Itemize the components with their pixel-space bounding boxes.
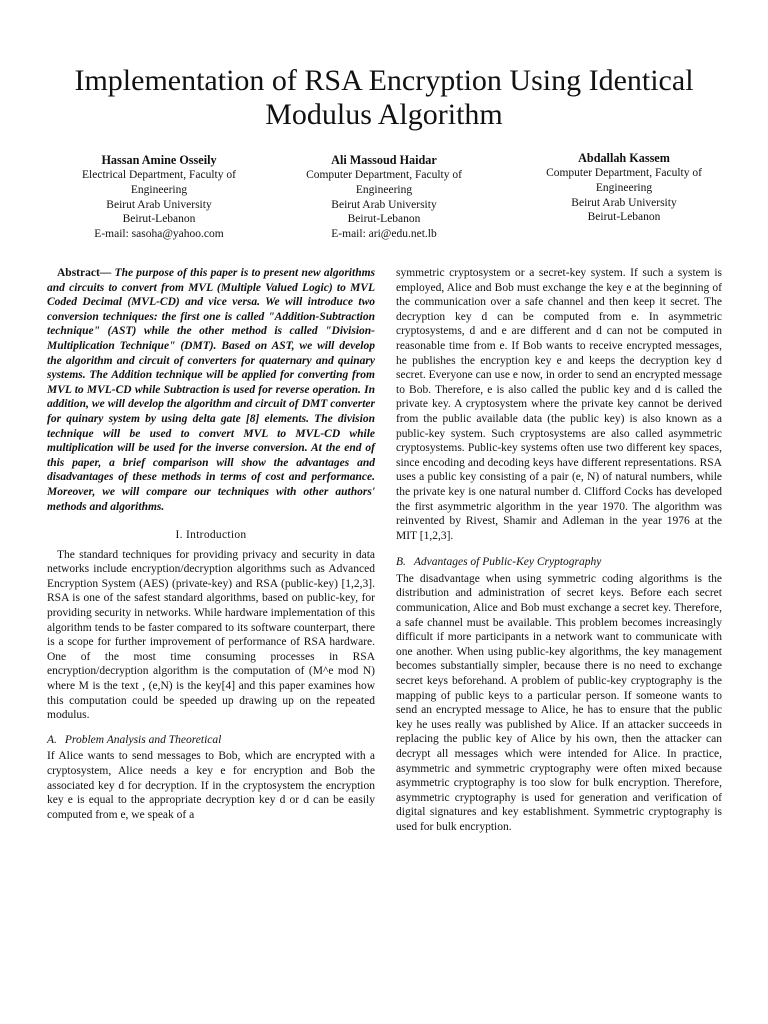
author-department: Computer Department, Faculty of — [546, 167, 702, 179]
subsection-title: Problem Analysis and Theoretical — [64, 733, 222, 746]
subsection-heading-a — [47, 733, 375, 748]
left-column — [47, 266, 375, 822]
abstract-label: Abstract— — [57, 267, 112, 279]
author-city: Beirut-Lebanon — [347, 213, 421, 226]
author-department-cont: Engineering — [595, 181, 653, 194]
author-name: Hassan Amine Osseily — [101, 153, 217, 167]
author-department-cont: Engineering — [130, 183, 188, 196]
author-1 — [41, 152, 277, 242]
author-university: Beirut Arab University — [106, 198, 212, 211]
subsection-title: Advantages of Public-Key Cryptography — [413, 556, 602, 569]
subsection-number: A. — [47, 733, 57, 746]
section-a-paragraph-left: If Alice wants to send messages to Bob, which are encrypted with a cryptosystem, Alice needs a key e for encryption and Bob the associated key d for decryption. If in the cryptosystem the encryption key e is equal to the appropriate decryption key d or d can be easily computed from e, we speak of a — [47, 750, 375, 821]
author-city: Beirut-Lebanon — [122, 213, 196, 226]
author-department-cont: Engineering — [355, 183, 413, 196]
intro-paragraph: The standard techniques for providing privacy and security in data networks include encryption/decryption algorithms such as Advanced Encryption System (AES) (private-key) and RSA (public-key) [1,2,3]. RSA is one of the safest standard algorithms, based on public-key, for providing security in networks. While hardware implementation of this algorithm tends to be faster compared to its software counterpart, there is a scope for further improvement of performance of RSA hardware. One of the most time consuming processes in RSA encryption/decryption algorithm is the computation of (M^e mod N) where M is the text , (e,N) is the key[4] and this paper examines how this computation could be speeded up drawing up on the repeated modulus. — [47, 548, 375, 722]
author-department: Computer Department, Faculty of — [306, 169, 462, 181]
author-email: E-mail: sasoha@yahoo.com — [94, 228, 224, 241]
author-university: Beirut Arab University — [331, 198, 437, 211]
paper-title: Implementation of RSA Encryption Using Identical Modulus Algorithm — [74, 64, 694, 131]
abstract-text: The purpose of this paper is to present new algorithms and circuits to convert from MVL (Multiple Valued Logic) to MVL Coded Decimal (MVL-CD) and vice versa. We will introduce two conversion techniques: the first one is called "Addition-Subtraction technique" (AST) while the other method is called "Division-Multiplication Technique" (DMT). Based on AST, we will develop the algorithm and circuit of converters for quaternary and quinary systems. The Addition technique will be applied for converting from MVL to MVL-CD while Subtraction is used for reverse operation. In addition, we will develop the algorithm and circuit of DMT converter for quinary system by using delta gate [8] elements. The division technique will be used to convert MVL to MVL-CD while multiplication will be used for the inverse conversion. At the end of this paper, a brief comparison will show the advantages and disadvantages of these methods in terms of cost and performance. Moreover, we will compare our techniques with other authors' methods and algorithms. — [47, 267, 376, 513]
author-3 — [506, 150, 742, 225]
author-email: E-mail: ari@edu.net.lb — [331, 228, 437, 241]
author-name: Ali Massoud Haidar — [331, 153, 437, 167]
author-city: Beirut-Lebanon — [587, 211, 661, 224]
section-a-paragraph-right: symmetric cryptosystem or a secret-key system. If such a system is employed, Alice and Bob must exchange the key e at the beginning of the communication over a safe channel and then keep it secret. The decryption key d can be computed from e. In asymmetric cryptosystems, d and e are different and d can not be computed in reasonable time from e. If Bob wants to receive encrypted messages, he publishes the encryption key e and keeps the decryption key d secret. Everyone can use e now, in order to send an encrypted message to Bob. Therefore, e is also called the public key and d is called the private key. A cryptosystem where the private key cannot be derived from the public available data (the public key) is also known as a public-key system. Such cryptosystems are also called asymmetric cryptosystems. Public-key systems often use two different key spaces, since encoding and decoding keys have different representations. RSA uses a public key consisting of a pair (e, N) of natural numbers, while the private key is one natural number d. Clifford Cocks has developed the first asymmetric algorithm in the year 1970. The algorithm was reinvented by Rivest, Shamir and Adleman in the year 1976 at the MIT [1,2,3]. — [396, 267, 722, 542]
section-b-paragraph: The disadvantage when using symmetric coding algorithms is the distribution and administration of secret keys. Before each secret communication, Alice and Bob must exchange a secret key. Therefore, a safe channel must be available. This problem becomes increasingly difficult if more participants in a network want to communicate with one another. When using public-key algorithms, the key management becomes substantially simpler, because there is no need to exchange secret keys beforehand. A problem of public-key cryptography is the mapping of public keys to a particular person. If someone wants to send an encrypted message to Alice, he has to ensure that the public key he uses really was published by Alice. If an attacker succeeds in replacing the public key of Alice by his own, then the attacker can decrypt all messages which were intended for Alice. In practice, asymmetric and symmetric cryptography were often mixed because asymmetric cryptography is too slow for bulk encryption. Therefore, asymmetric cryptography is used for generation and verification of digital signatures and key establishment. Symmetric cryptography is used for bulk encryption. — [396, 572, 722, 833]
author-2 — [266, 152, 502, 242]
abstract — [47, 266, 375, 514]
author-name: Abdallah Kassem — [578, 151, 670, 165]
subsection-number: B. — [396, 556, 406, 569]
author-university: Beirut Arab University — [571, 196, 677, 209]
author-department: Electrical Department, Faculty of — [82, 169, 236, 181]
section-heading-introduction: I. Introduction — [175, 529, 247, 542]
right-column — [396, 266, 722, 835]
subsection-heading-b — [396, 555, 722, 570]
